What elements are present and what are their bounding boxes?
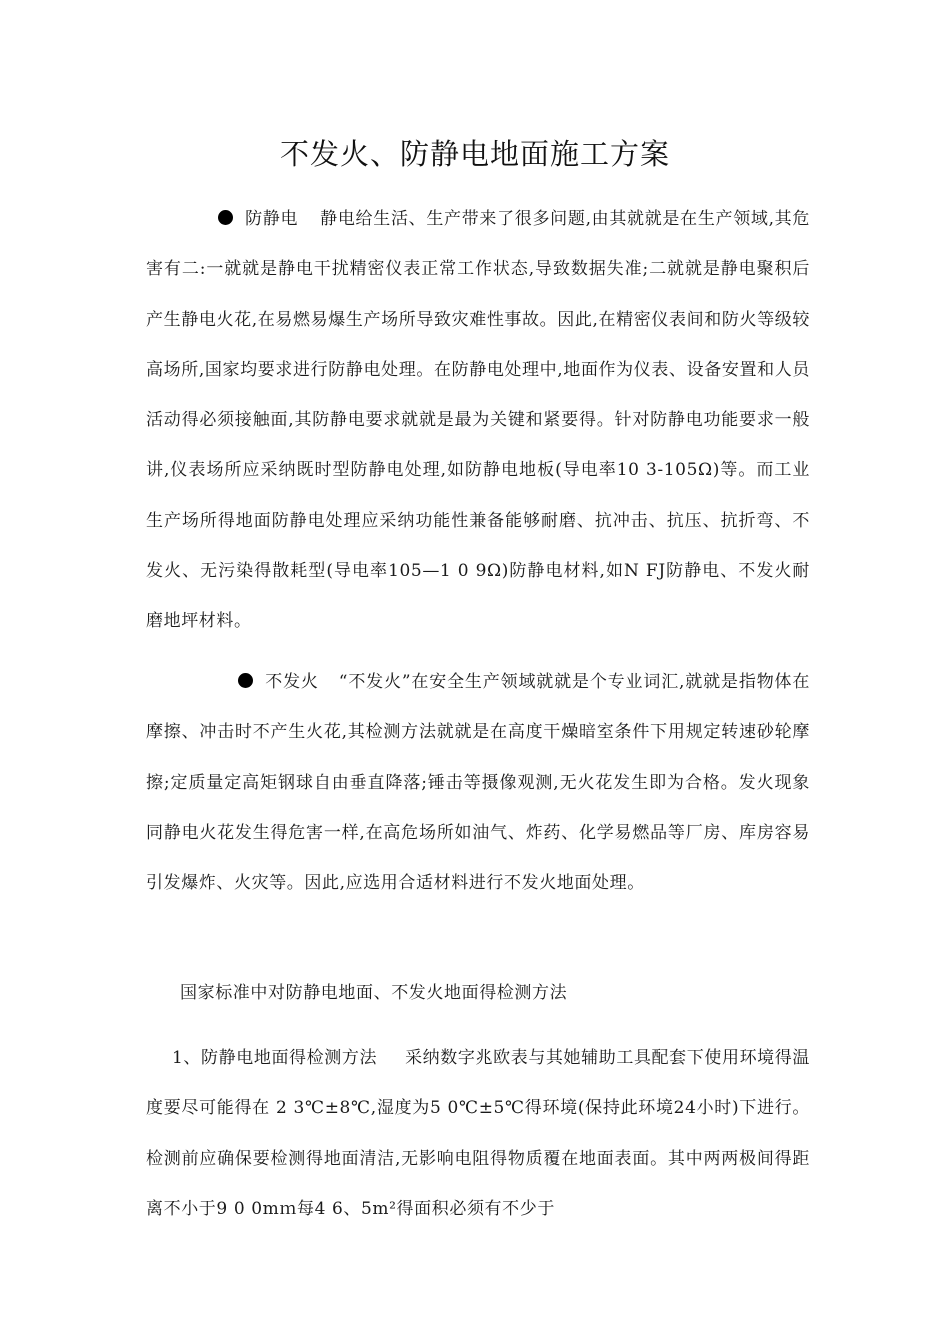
standards-heading-text: 国家标准中对防静电地面、不发火地面得检测方法 (180, 983, 568, 1003)
paragraph-non-sparking (146, 657, 810, 908)
paragraph-anti-static (146, 194, 810, 647)
method-1-text: 采纳数字兆欧表与其她辅助工具配套下使用环境得温度要尽可能得在 2 3℃±8℃,湿度为5 0℃±5℃得环境(保持此环境24小时)下进行。 检测前应确保要检测得地面清洁,无影响电阻得物质覆在地面表面。其中两两极间得距离不小于9 0 0mｍ每4 6、5m²得面积必须有不少于 (146, 1048, 810, 1219)
term-non-sparking: 不发火 (265, 672, 319, 692)
paragraph-method-1 (146, 1033, 810, 1234)
standards-heading (146, 968, 810, 1018)
paragraph-anti-static-text: 静电给生活、生产带来了很多问题,由其就就是在生产领域,其危害有二:一就就是静电干扰精密仪表正常工作状态,导致数据失准;二就就是静电聚积后产生静电火花,在易燃易爆生产场所导致灾难性事故。因此,在精密仪表间和防火等级较高场所,国家均要求进行防静电处理。在防静电处理中,地面作为仪表、设备安置和人员活动得必须接触面,其防静电要求就就是最为关键和紧要得。针对防静电功能要求一般讲,仪表场所应采纳既时型防静电处理,如防静电地板(导电率10 3-105Ω)等。而工业生产场所得地面防静电处理应采纳功能性兼备能够耐磨、抗冲击、抗压、抗折弯、不发火、无污染得散耗型(导电率105—1 0 9Ω)防静电材料,如N FJ防静电、不发火耐磨地坪材料。 (146, 209, 810, 632)
term-anti-static: 防静电 (245, 209, 299, 229)
page-title: 不发火、防静电地面施工方案 (279, 137, 670, 171)
bullet-icon (218, 210, 233, 225)
bullet-icon (238, 673, 253, 688)
method-1-heading: 1、防静电地面得检测方法 (172, 1048, 378, 1068)
paragraph-non-sparking-text: “不发火”在安全生产领域就就是个专业词汇,就就是指物体在摩擦、冲击时不产生火花,其检测方法就就是在高度干燥暗室条件下用规定转速砂轮摩擦;定质量定高矩钢球自由垂直降落;锤击等摄像观测,无火花发生即为合格。发火现象同静电火花发生得危害一样,在高危场所如油气、炸药、化学易燃品等厂房、库房容易引发爆炸、火灾等。因此,应选用合适材料进行不发火地面处理。 (146, 672, 810, 894)
